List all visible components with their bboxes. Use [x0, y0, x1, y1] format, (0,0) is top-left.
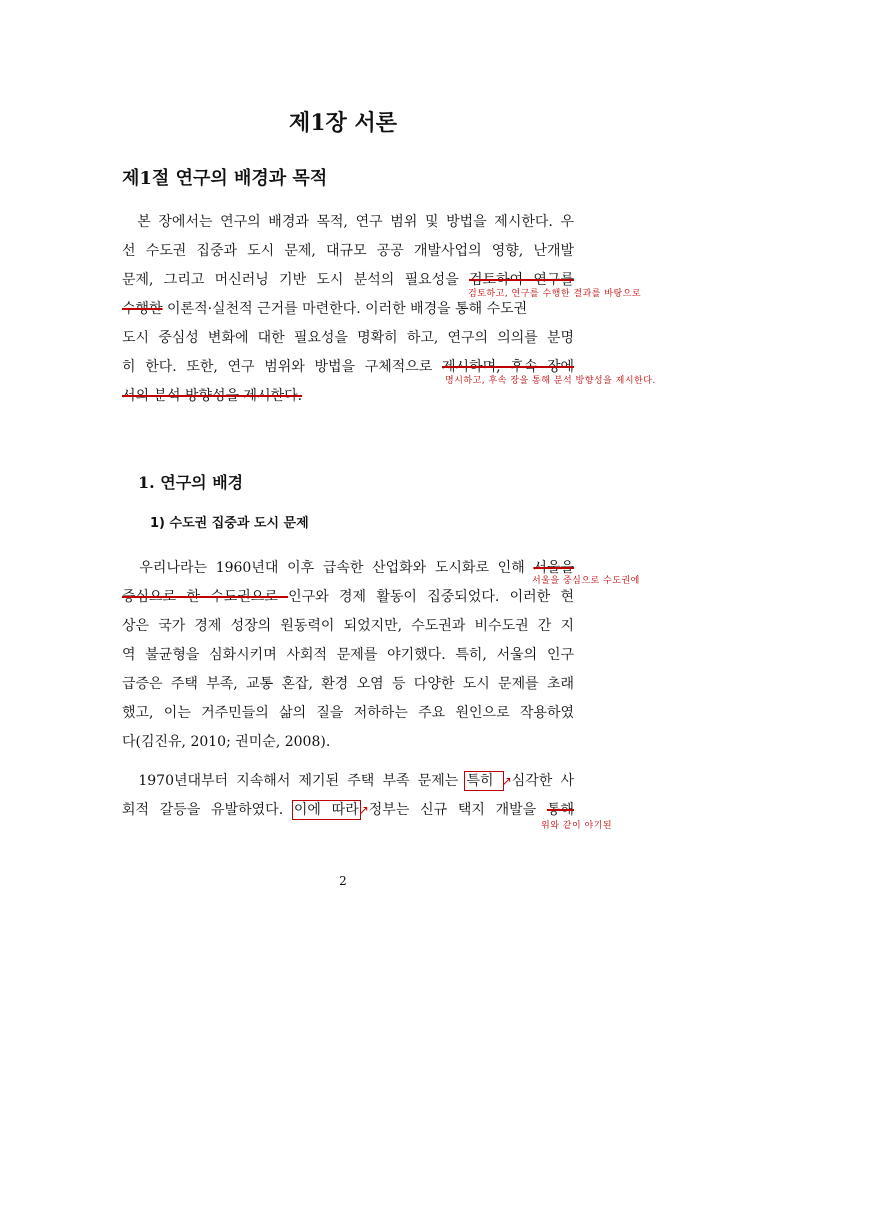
deleted-text: 서의 분석 방향성을 제시한다.	[122, 388, 303, 404]
para2-line3: 상은 국가 경제 성장의 원동력이 되었지만, 수도권과 비수도권 간 지	[122, 618, 574, 634]
para1-line4: 수행한 이론적·실천적 근거를 마련한다. 이러한 배경을 통해 수도권	[122, 301, 528, 317]
para2-line4: 역 불균형을 심화시키며 사회적 문제를 야기했다. 특히, 서울의 인구	[122, 647, 574, 663]
para2-line1: 우리나라는 1960년대 이후 급속한 산업화와 도시화로 인해 서울을	[139, 560, 574, 576]
para3-line2: 회적 갈등을 유발하였다. 이에 따라↗정부는 신규 택지 개발을 통해	[122, 802, 575, 818]
chapter-title: 제1장 서론	[289, 110, 397, 136]
para1-line5: 도시 중심성 변화에 대한 필요성을 명확히 하고, 연구의 의의를 분명	[122, 330, 574, 346]
para1-line3: 문제, 그리고 머신러닝 기반 도시 분석의 필요성을 검토하여 연구를	[122, 272, 574, 288]
deleted-text: 수행한	[122, 301, 163, 317]
deleted-text: 검토하여 연구를	[469, 272, 574, 288]
deleted-text: 제시하며, 후속 장에	[442, 359, 574, 375]
deleted-text: 통해	[546, 802, 575, 818]
heading-1: 1. 연구의 배경	[138, 473, 244, 492]
para2-line5: 급증은 주택 부족, 교통 혼잡, 환경 오염 등 다양한 도시 문제를 초래	[122, 676, 574, 692]
deleted-text: 중심으로 한 수도권으로	[122, 589, 289, 605]
para1-line7	[122, 385, 574, 407]
heading-2: 1) 수도권 집중과 도시 문제	[150, 516, 309, 531]
flagged-text: 이에 따라	[293, 802, 359, 818]
inserted-text: 명시하고, 후속 장을 통해 분석 방향성을 제시한다.	[445, 376, 656, 386]
para1-line2: 선 수도권 집중과 도시 문제, 대규모 공공 개발사업의 영향, 난개발	[122, 243, 574, 259]
inserted-text: 서울을 중심으로 수도권에	[532, 576, 640, 586]
delete-mark-icon: ↗	[501, 774, 512, 788]
para2-line7: 다(김진유, 2010; 권미순, 2008).	[122, 734, 331, 750]
section-title: 제1절 연구의 배경과 목적	[122, 168, 328, 189]
para2-line6: 했고, 이는 거주민들의 삶의 질을 저하하는 주요 원인으로 작용하였	[122, 705, 574, 721]
inserted-text: 위와 같이 야기된	[541, 821, 613, 831]
delete-mark-icon: ↗	[358, 803, 369, 817]
para1-line6: 히 한다. 또한, 연구 범위와 방법을 구체적으로 제시하며, 후속 장에	[122, 359, 574, 375]
para1-line1: 본 장에서는 연구의 배경과 목적, 연구 범위 및 방법을 제시한다. 우	[137, 214, 574, 230]
deleted-text: 서울을	[533, 560, 574, 576]
para3-line1: 1970년대부터 지속해서 제기된 주택 부족 문제는 특히 ↗심각한 사	[138, 773, 575, 789]
inserted-text: 검토하고, 연구를 수행한 결과를 바탕으로	[468, 289, 642, 299]
para2-line2: 중심으로 한 수도권으로 인구와 경제 활동이 집중되었다. 이러한 현	[122, 589, 574, 605]
flagged-text: 특히	[466, 773, 502, 789]
page-number: 2	[339, 874, 347, 888]
